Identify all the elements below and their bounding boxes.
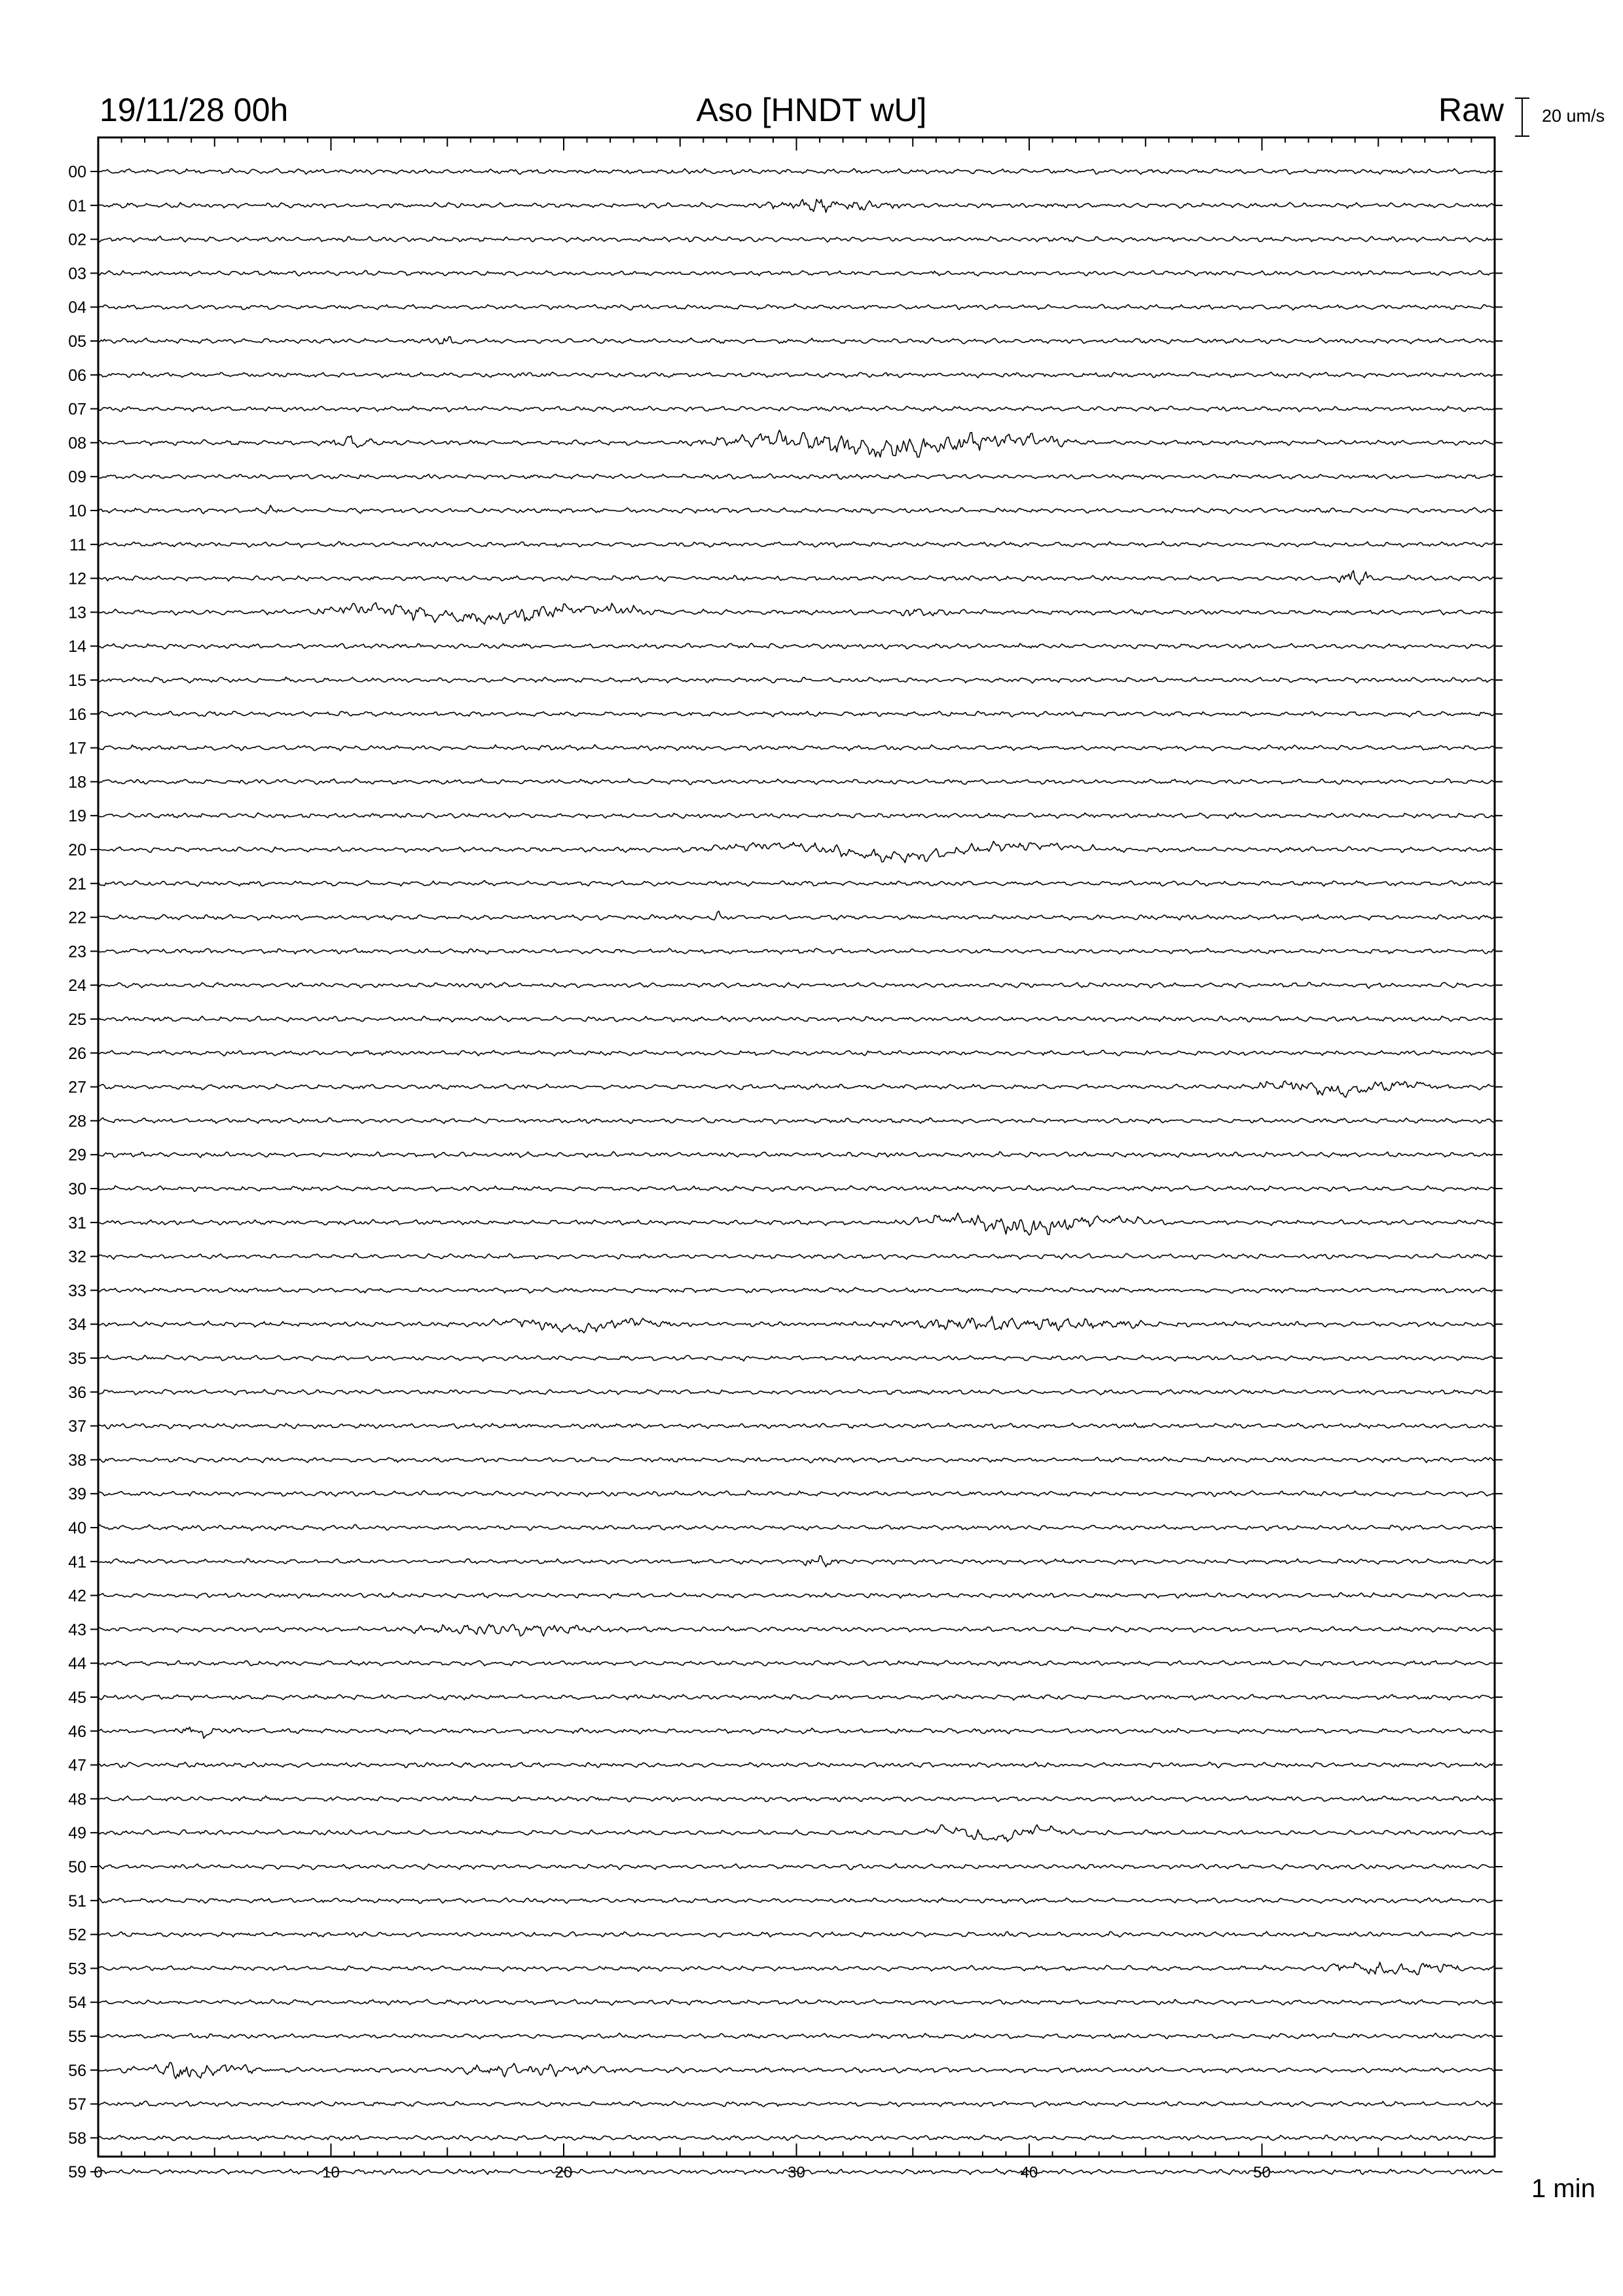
- row-label: 45: [68, 1689, 86, 1707]
- seismic-trace: [98, 1213, 1495, 1235]
- seismic-trace: [98, 1660, 1495, 1666]
- row-label: 18: [68, 773, 86, 792]
- seismic-trace: [98, 911, 1495, 920]
- seismic-trace: [98, 1695, 1495, 1700]
- seismic-trace: [98, 199, 1495, 212]
- row-label: 30: [68, 1180, 86, 1198]
- seismic-trace: [98, 1316, 1495, 1333]
- seismic-trace: [98, 1962, 1495, 1975]
- row-label: 57: [68, 2095, 86, 2114]
- row-label: 34: [68, 1316, 86, 1335]
- row-label: 38: [68, 1451, 86, 1470]
- seismic-trace: [98, 430, 1495, 457]
- seismic-trace: [98, 1825, 1495, 1842]
- seismic-trace: [98, 474, 1495, 479]
- row-label: 23: [68, 942, 86, 961]
- row-label: 56: [68, 2061, 86, 2080]
- seismic-trace: [98, 1355, 1495, 1361]
- row-label: 25: [68, 1011, 86, 1029]
- seismic-trace: [98, 270, 1495, 276]
- row-label: 08: [68, 434, 86, 453]
- row-label: 06: [68, 366, 86, 385]
- seismic-trace: [98, 2135, 1495, 2141]
- row-label: 39: [68, 1485, 86, 1504]
- seismic-trace: [98, 1524, 1495, 1530]
- row-label: 40: [68, 1519, 86, 1537]
- row-label: 20: [68, 841, 86, 859]
- row-label: 16: [68, 705, 86, 724]
- row-label: 13: [68, 603, 86, 622]
- seismic-trace: [98, 1081, 1495, 1098]
- seismic-trace: [98, 1491, 1495, 1497]
- seismic-trace: [98, 711, 1495, 717]
- row-label: 55: [68, 2028, 86, 2046]
- row-label: 07: [68, 400, 86, 419]
- row-label: 03: [68, 264, 86, 283]
- seismic-trace: [98, 505, 1495, 514]
- seismic-trace: [98, 541, 1495, 547]
- row-label: 27: [68, 1078, 86, 1097]
- seismic-trace: [98, 1423, 1495, 1429]
- seismic-trace: [98, 1864, 1495, 1870]
- x-unit-label: 1 min: [1531, 2174, 1596, 2203]
- row-label: 09: [68, 468, 86, 487]
- x-tick-label: 40: [1020, 2164, 1038, 2181]
- row-label: 31: [68, 1213, 86, 1232]
- x-tick-label: 50: [1253, 2164, 1271, 2181]
- row-label: 35: [68, 1350, 86, 1368]
- row-label: 52: [68, 1926, 86, 1945]
- row-label: 44: [68, 1655, 86, 1674]
- row-label: 43: [68, 1621, 86, 1640]
- row-label: 10: [68, 502, 86, 520]
- seismic-trace: [98, 1556, 1495, 1567]
- row-label: 42: [68, 1587, 86, 1605]
- seismic-trace: [98, 982, 1495, 988]
- x-tick-label: 20: [555, 2164, 573, 2181]
- seismic-trace: [98, 813, 1495, 819]
- seismic-trace: [98, 1592, 1495, 1598]
- row-label: 49: [68, 1824, 86, 1843]
- station-title: Aso [HNDT wU]: [696, 92, 927, 128]
- seismic-trace: [98, 168, 1495, 174]
- row-label: 04: [68, 298, 86, 317]
- row-label: 15: [68, 672, 86, 690]
- seismic-trace: [98, 1898, 1495, 1903]
- row-label: 11: [69, 535, 86, 554]
- row-label: 33: [68, 1282, 86, 1300]
- seismic-trace: [98, 571, 1495, 584]
- row-label: 01: [68, 196, 86, 215]
- row-label: 46: [68, 1722, 86, 1741]
- seismic-trace: [98, 1287, 1495, 1293]
- row-label: 41: [68, 1552, 86, 1571]
- row-label: 17: [68, 739, 86, 758]
- plot-frame: [98, 137, 1495, 2157]
- row-label: 54: [68, 1994, 86, 2013]
- seismic-trace: [98, 2033, 1495, 2039]
- x-tick-label: 10: [322, 2164, 340, 2181]
- seismic-trace: [98, 1931, 1495, 1937]
- seismic-trace: [98, 1457, 1495, 1463]
- seismic-trace: [98, 643, 1495, 649]
- seismic-trace: [98, 1253, 1495, 1259]
- row-label: 59: [68, 2163, 86, 2182]
- row-label: 28: [68, 1112, 86, 1131]
- seismic-trace: [98, 603, 1495, 624]
- amplitude-scale-bar: [1515, 98, 1529, 136]
- seismic-trace: [98, 1152, 1495, 1158]
- row-label: 58: [68, 2129, 86, 2148]
- seismic-trace: [98, 336, 1495, 344]
- seismic-trace: [98, 2101, 1495, 2107]
- row-label: 47: [68, 1756, 86, 1775]
- row-label: 21: [68, 874, 86, 893]
- seismic-trace: [98, 1762, 1495, 1768]
- seismic-trace: [98, 2000, 1495, 2005]
- date-label: 19/11/28 00h: [100, 92, 289, 128]
- seismic-trace: [98, 677, 1495, 683]
- row-label: 24: [68, 977, 86, 996]
- seismic-trace: [98, 1624, 1495, 1636]
- seismic-trace: [98, 880, 1495, 886]
- row-label: 29: [68, 1146, 86, 1165]
- row-label: 19: [68, 807, 86, 826]
- mode-label: Raw: [1438, 92, 1504, 128]
- seismic-trace: [98, 779, 1495, 785]
- seismic-trace: [98, 1796, 1495, 1802]
- seismic-trace: [98, 1118, 1495, 1124]
- seismic-trace: [98, 304, 1495, 310]
- seismic-trace: [98, 1185, 1495, 1191]
- row-label: 26: [68, 1044, 86, 1063]
- seismic-trace: [98, 1016, 1495, 1022]
- seismic-trace: [98, 2062, 1495, 2079]
- seismic-trace: [98, 948, 1495, 954]
- row-label: 05: [68, 332, 86, 351]
- row-label: 36: [68, 1383, 86, 1402]
- seismic-trace: [98, 1727, 1495, 1738]
- seismic-trace: [98, 745, 1495, 751]
- scale-label: 20 um/s: [1542, 106, 1605, 126]
- x-tick-label: 0: [94, 2164, 103, 2181]
- row-label: 22: [68, 908, 86, 927]
- row-label: 00: [68, 163, 86, 181]
- seismic-trace: [98, 1050, 1495, 1056]
- row-label: 48: [68, 1790, 86, 1809]
- row-label: 32: [68, 1247, 86, 1266]
- row-label: 50: [68, 1858, 86, 1876]
- seismic-trace: [98, 406, 1495, 412]
- seismic-trace: [98, 1390, 1495, 1395]
- trace-group: [68, 163, 1503, 2181]
- row-label: 51: [68, 1892, 86, 1910]
- row-label: 12: [68, 569, 86, 588]
- row-label: 37: [68, 1417, 86, 1436]
- seismic-trace: [98, 236, 1495, 242]
- seismic-trace: [98, 372, 1495, 378]
- x-tick-label: 30: [788, 2164, 805, 2181]
- row-label: 14: [68, 637, 86, 656]
- row-label: 53: [68, 1960, 86, 1979]
- row-label: 02: [68, 230, 86, 249]
- seismic-trace: [98, 841, 1495, 863]
